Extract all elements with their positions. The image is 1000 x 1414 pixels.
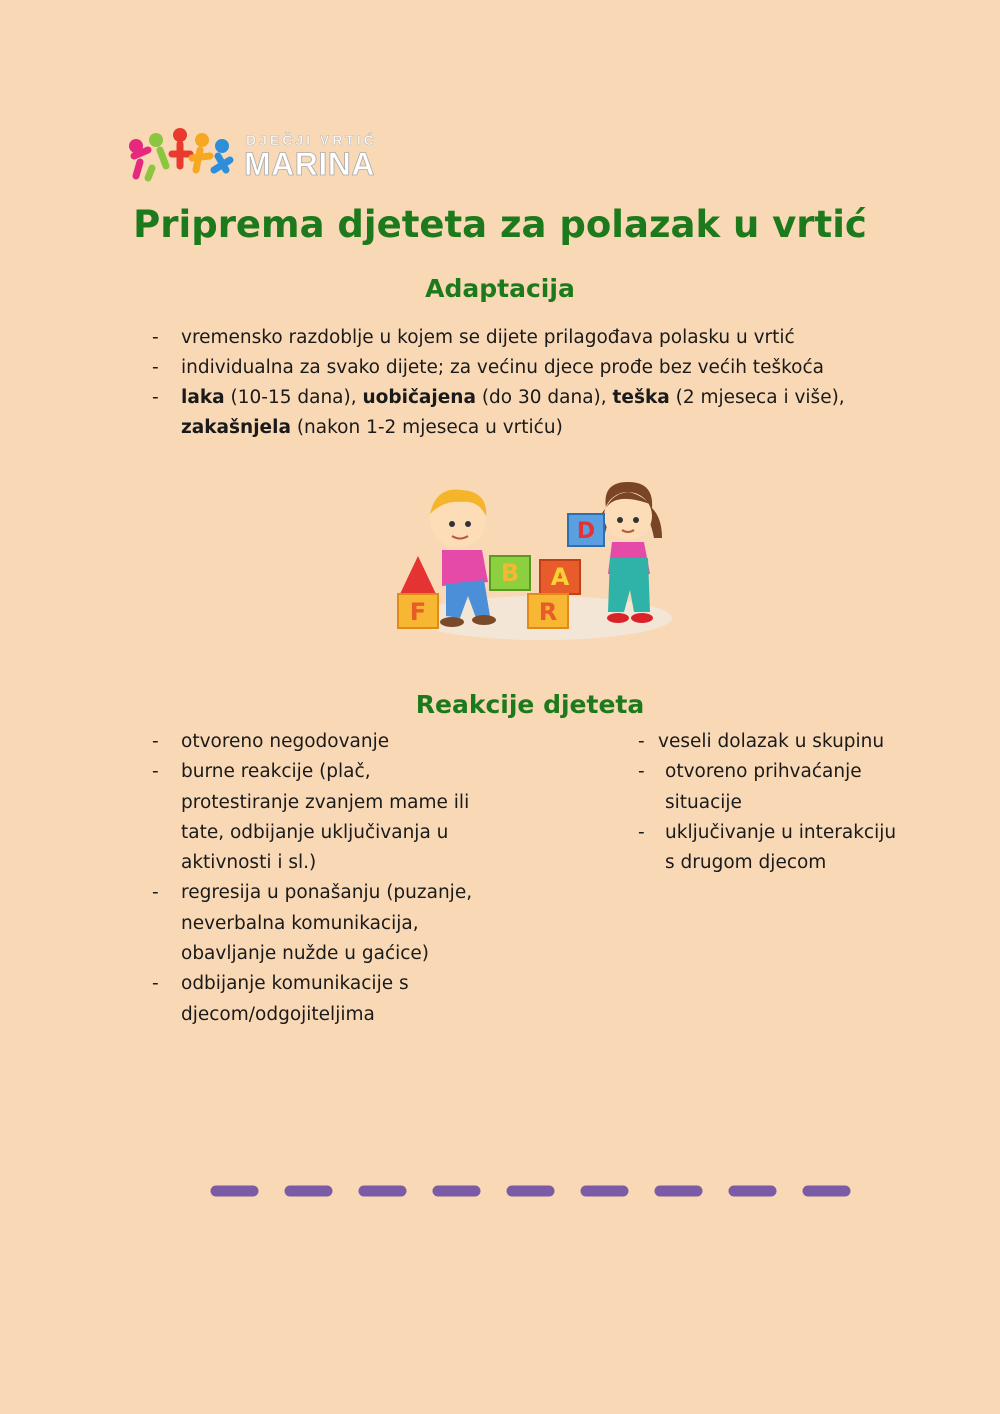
reaction-item: - uključivanje u interakciju s drugom djecom (638, 818, 898, 879)
term-teska: teška (612, 387, 670, 408)
term-laka-detail: (10-15 dana), (224, 387, 363, 408)
term-zakasnjela-detail: (nakon 1-2 mjeseca u vrtiću) (290, 417, 563, 438)
reaction-item: - burne reakcije (plač, protestiranje zvanjem mame ili tate, odbijanje uključivanja u aktivnosti i sl.) (152, 757, 482, 878)
block-letter: F (409, 598, 427, 626)
adaptation-item-text: vremensko razdoblje u kojem se dijete prilagođava polasku u vrtić (181, 327, 795, 348)
block-letter: A (550, 563, 570, 591)
adaptation-heading: Adaptacija (425, 274, 575, 303)
adaptation-item (152, 383, 872, 443)
term-teska-detail: (2 mjeseca i više), (669, 387, 845, 408)
term-uobicajena-detail: (do 30 dana), (475, 387, 613, 408)
children-logo-icon (122, 126, 240, 186)
decorative-dash-divider (210, 1183, 860, 1199)
reaction-item: - odbijanje komunikacije s djecom/odgojiteljima (152, 969, 482, 1030)
reactions-left-list (152, 727, 482, 1030)
page-title: Priprema djeteta za polazak u vrtić (133, 203, 867, 246)
children-with-blocks-illustration (392, 478, 678, 644)
adaptation-item (152, 323, 872, 353)
reaction-item: - otvoreno prihvaćanje situacije (638, 757, 898, 818)
reactions-right-list (638, 727, 898, 878)
reactions-heading: Reakcije djeteta (415, 690, 645, 719)
term-zakasnjela: zakašnjela (181, 417, 291, 438)
adaptation-item (152, 353, 872, 383)
term-uobicajena: uobičajena (362, 387, 476, 408)
reaction-item: - otvoreno negodovanje (152, 727, 482, 757)
reaction-item: - regresija u ponašanju (puzanje, neverbalna komunikacija, obavljanje nužde u gaćice) (152, 878, 482, 969)
block-letter: R (538, 598, 558, 626)
block-letter: D (576, 519, 596, 544)
logo-subtitle: DJEČJI VRTIĆ (246, 132, 377, 148)
logo-name: MARINA (244, 146, 375, 182)
adaptation-list (152, 323, 872, 443)
block-letter: B (500, 559, 520, 587)
reaction-item: - veseli dolazak u skupinu (638, 727, 898, 757)
term-laka: laka (181, 387, 225, 408)
adaptation-item-text: individualna za svako dijete; za većinu djece prođe bez većih teškoća (181, 357, 824, 378)
